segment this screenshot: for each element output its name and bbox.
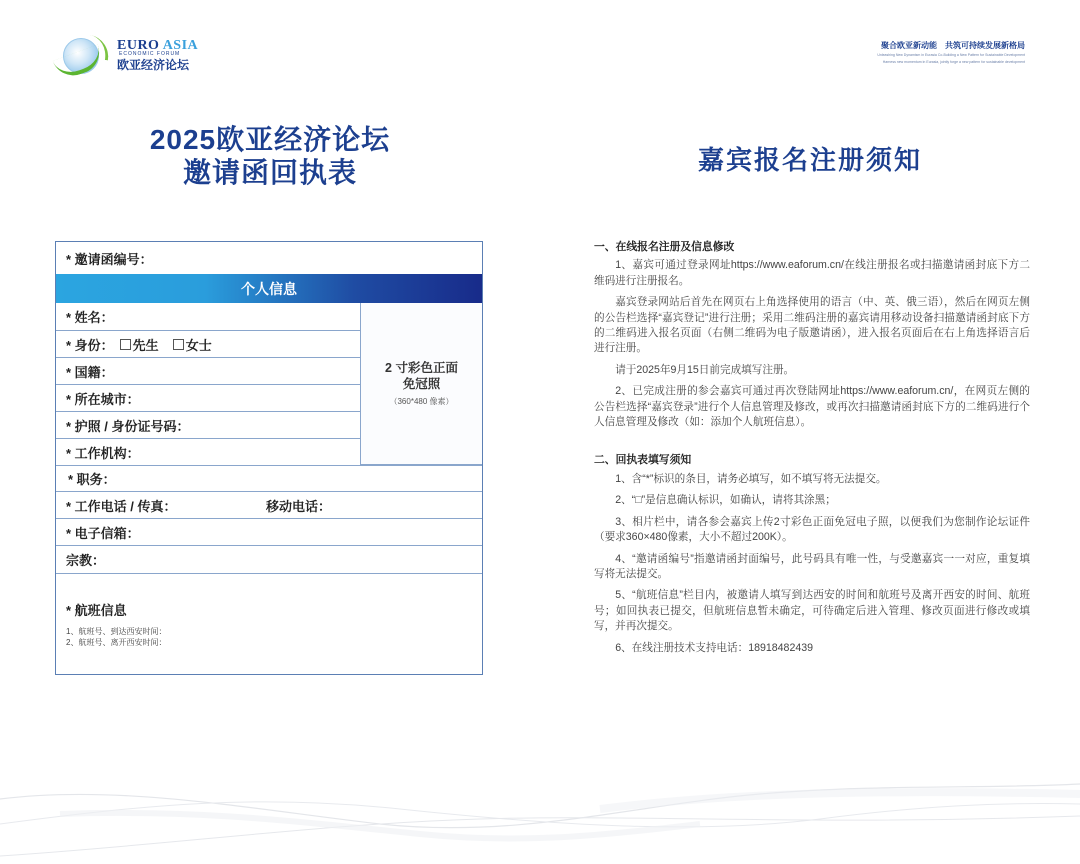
section-2-item-4: 4、“邀请函编号”指邀请函封面编号，此号码具有唯一性，与受邀嘉宾一一对应，重复填写将无法提交。 [594, 552, 1030, 580]
photo-upload-box[interactable] [360, 303, 482, 465]
section-1-deadline: 请于2025年9月15日前完成填写注册。 [615, 363, 795, 376]
slogan-english-line-2: Harness new momentum in Eurasia, jointly forge a new pattern for sustainable development [882, 60, 1025, 64]
organization-field[interactable] [56, 439, 360, 465]
identity-label: * 身份： [66, 337, 114, 353]
forum-logo [55, 36, 205, 76]
work-phone-label[interactable]: * 工作电话 / 传真： [66, 498, 177, 514]
arrival-flight-label: 1、航班号、到达西安时间： [66, 627, 167, 636]
name-field[interactable] [56, 303, 360, 331]
logo-chinese-name: 欧亚经济论坛 [117, 58, 190, 72]
section-2-item-3: 3、相片栏中，请各参会嘉宾上传2寸彩色正面免冠电子照，以便我们为您制作论坛证件（要求360×480像素，大小不超过200K）。 [594, 515, 1030, 544]
section-2-item-2: 2、“□”是信息确认标识，如确认，请将其涂黑； [615, 494, 836, 507]
mr-option-label: 先生 [132, 337, 159, 353]
nationality-field[interactable] [56, 358, 360, 385]
personal-info-banner: 个人信息 [56, 274, 482, 303]
section-1-paragraph-2: 嘉宾登录网站后首先在网页右上角选择使用的语言（中、英、俄三语），然后在网页左侧的公告栏选择“嘉宾登记”进行注册；采用二维码注册的嘉宾请用移动设备扫描邀请函封底下方的二维码进入报名页面（右侧二维码为电子版邀请函），进入报名页面后在右上角选择语言后进行注册。 [594, 296, 1030, 355]
invitation-number-field[interactable] [56, 242, 482, 274]
photo-requirement-line-2: 免冠照 [402, 377, 441, 391]
header-slogan [825, 40, 1025, 65]
section-2-support-phone: 6、在线注册技术支持电话：18918482439 [615, 641, 814, 654]
position-field[interactable] [56, 465, 482, 492]
email-label: * 电子信箱： [66, 525, 140, 541]
mobile-phone-label[interactable]: 移动电话： [266, 498, 332, 514]
reply-form-title-line-1: 2025欧亚经济论坛 [149, 124, 391, 155]
slogan-chinese: 聚合欧亚新动能 共筑可持续发展新格局 [881, 41, 1025, 50]
registration-notice-title: 嘉宾报名注册须知 [697, 145, 922, 175]
mr-checkbox[interactable] [120, 339, 131, 350]
phone-row [56, 492, 482, 519]
section-1-heading: 一、在线报名注册及信息修改 [594, 241, 735, 253]
passport-id-label: * 护照 / 身份证号码： [66, 418, 190, 434]
section-1-paragraph-4: 2、已完成注册的参会嘉宾可通过再次登陆网址https://www.eaforum.cn/，在网页左侧的公告栏选择“嘉宾登录”进行个人信息管理及修改，或再次扫描邀请函封底下方的二维码进行个人信息管理及修改（如：添加个人航班信息）。 [594, 385, 1030, 429]
section-2-heading: 二、回执表填写须知 [594, 454, 692, 467]
photo-requirement-line-1: 2 寸彩色正面 [385, 361, 458, 375]
slogan-english-line-1: Unleashing New Dynamism in Eurasia Co-Building a New Pattern for Sustainable Development [877, 53, 1025, 57]
section-2-item-5: 5、“航班信息”栏目内，被邀请人填写到达西安的时间和航班号及离开西安的时间、航班号；如回执表已提交，但航班信息暂未确定，可待确定后进入管理、修改页面进行修改或填写，并再次提交。 [594, 589, 1030, 633]
identity-field [56, 331, 360, 358]
decorative-waves-icon [0, 764, 1080, 864]
reply-form-title-line-2: 邀请函回执表 [182, 157, 357, 188]
city-label: * 所在城市： [66, 391, 140, 407]
name-label: * 姓名： [66, 310, 114, 325]
passport-id-field[interactable] [56, 412, 360, 439]
organization-label: * 工作机构： [66, 445, 140, 461]
section-1-paragraph-1: 1、嘉宾可通过登录网址https://www.eaforum.cn/在线注册报名或扫描邀请函封底下方二维码进行注册报名。 [594, 259, 1030, 287]
photo-size-hint: （360*480 像素） [389, 397, 454, 406]
ms-option-label: 女士 [185, 337, 212, 353]
section-2-item-1: 1、含“*”标识的条目，请务必填写，如不填写将无法提交。 [615, 472, 887, 485]
flight-info-section[interactable] [66, 600, 166, 648]
registration-notice-body [594, 240, 1030, 662]
city-field[interactable] [56, 385, 360, 412]
reply-form-title [55, 123, 485, 189]
position-label: * 职务： [68, 472, 116, 487]
departure-flight-label: 2、航班号、离开西安时间： [66, 638, 167, 647]
flight-info-title: * 航班信息 [66, 603, 127, 618]
religion-field[interactable] [56, 546, 482, 574]
invitation-reply-form [55, 241, 483, 675]
logo-english-name: EURO ASIA [117, 38, 199, 53]
email-field[interactable] [56, 519, 482, 546]
invitation-number-label: * 邀请函编号： [66, 251, 153, 267]
logo-english-subtitle: ECONOMIC FORUM [119, 51, 181, 57]
nationality-label: * 国籍： [66, 364, 114, 380]
religion-label: 宗教： [66, 553, 106, 568]
ms-checkbox[interactable] [173, 339, 184, 350]
